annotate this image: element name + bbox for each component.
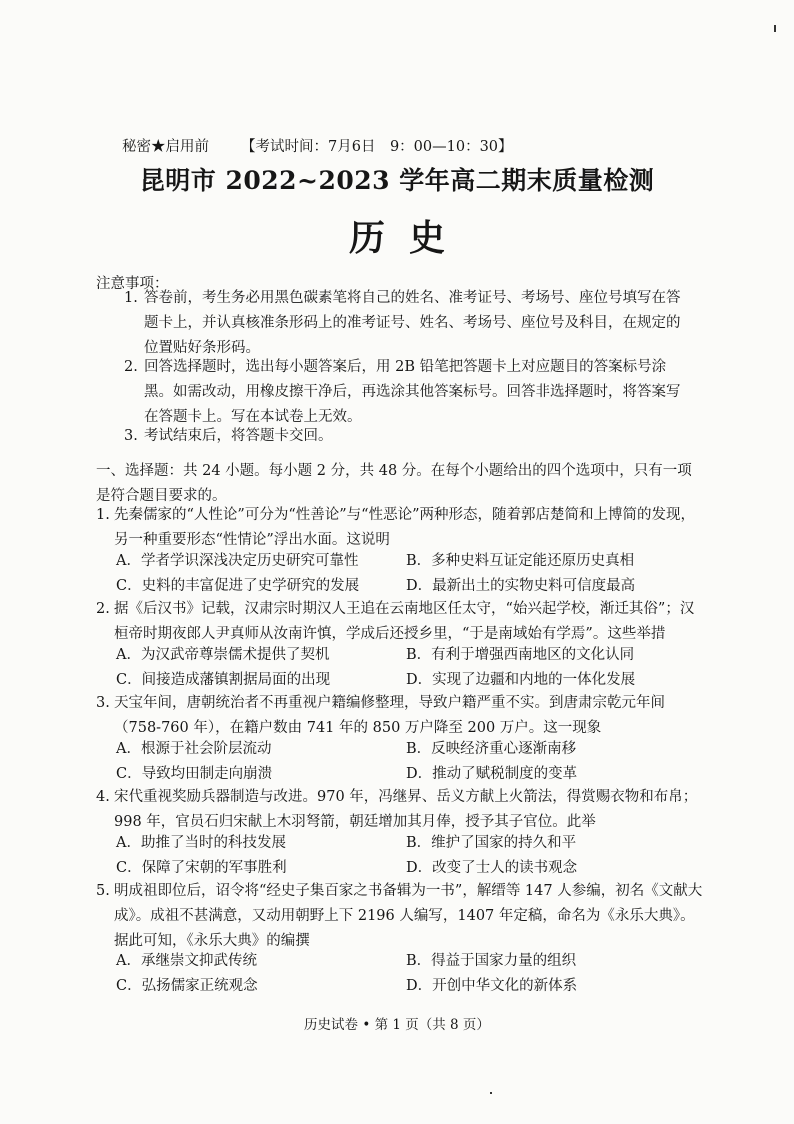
scan-dot [490,1092,492,1094]
option-c[interactable]: C．弘扬儒家正统观念 [116,978,258,994]
option-b[interactable]: B．多种史料互证定能还原历史真相 [406,553,635,569]
option-b[interactable]: B．维护了国家的持久和平 [406,835,577,851]
option-c[interactable]: C．史料的丰富促进了史学研究的发展 [116,578,360,594]
option-d[interactable]: D．推动了赋税制度的变革 [406,766,578,782]
notice-item-text: 答卷前，考生务必用黑色碳素笔将自己的姓名、准考证号、考场号、座位号填写在答题卡上，并认真核准条形码上的准考证号、姓名、考场号、座位号及科目，在规定的位置贴好条形码。 [144,290,681,356]
notice-item-text: 回答选择题时，选出每小题答案后，用 2B 铅笔把答题卡上对应题目的答案标号涂黑。如需改动，用橡皮擦干净后，再选涂其他答案标号。回答非选择题时，将答案写在答题卡上。写在本试卷上无效。 [144,359,681,425]
question [96,879,706,994]
option-b[interactable]: B．反映经济重心逐渐南移 [406,741,577,757]
question-number: 5. [96,883,110,899]
option-a[interactable]: A．为汉武帝尊崇儒术提供了契机 [116,647,330,663]
option-a[interactable]: A．承继崇文抑武传统 [116,953,257,969]
option-a[interactable]: A．助推了当时的科技发展 [116,835,286,851]
option-d[interactable]: D．实现了边疆和内地的一体化发展 [406,672,636,688]
question-stem: 据《后汉书》记载，汉肃宗时期汉人王追在云南地区任太守，“始兴起学校，渐迁其俗”；汉桓帝时期夜郎人尹真师从汝南许慎，学成后还授乡里，“于是南域始有学焉”。这些举措 [114,601,695,642]
subject-title: 历史 [348,217,469,259]
option-d[interactable]: D．改变了士人的读书观念 [406,860,578,876]
option-b[interactable]: B．有利于增强西南地区的文化认同 [406,647,635,663]
question [96,597,706,688]
option-d[interactable]: D．最新出土的实物史料可信度最高 [406,578,636,594]
option-a[interactable]: A．学者学识深浅决定历史研究可靠性 [116,553,359,569]
notice-item: 1. 答卷前，考生务必用黑色碳素笔将自己的姓名、准考证号、考场号、座位号填写在答题卡上，并认真核准条形码上的准考证号、姓名、考场号、座位号及科目，在规定的位置贴好条形码。 [124,286,684,361]
question-stem: 宋代重视奖励兵器制造与改进。970 年，冯继昇、岳义方献上火箭法，得赏赐衣物和布帛；998 年，官员石归宋献上木羽弩箭，朝廷增加其月俸，授予其子官位。此举 [114,789,698,830]
option-b[interactable]: B．得益于国家力量的组织 [406,953,577,969]
exam-title: 昆明市 2022~2023 学年高二期末质量检测 [139,166,655,195]
question-stem: 明成祖即位后，诏令将“经史子集百家之书备辑为一书”，解缙等 147 人参编，初名《文献大成》。成祖不甚满意，又动用朝野上下 2196 人编写，1407 年定稿，命名为《永乐大典》。据此可知，《永乐大典》的编撰 [114,883,703,949]
option-c[interactable]: C．保障了宋朝的军事胜利 [116,860,287,876]
exam-header-line [122,135,513,156]
notice-item-text: 考试结束后，将答题卡交回。 [144,428,333,444]
question-number: 1. [96,507,110,523]
confidential-label: 秘密★启用前 [122,139,209,155]
section-heading: 一、选择题：共 24 小题。每小题 2 分，共 48 分。在每个小题给出的四个选项中，只有一项是符合题目要求的。 [96,463,692,504]
page-footer: 历史试卷 • 第 1 页（共 8 页） [304,1017,490,1033]
notice-heading: 注意事项： [96,276,169,292]
question-number: 3. [96,695,110,711]
question [96,503,706,594]
question [96,785,706,876]
question-stem: 先秦儒家的“人性论”可分为“性善论”与“性恶论”两种形态，随着郭店楚简和上博简的发现，另一种重要形态“性情论”浮出水面。这说明 [114,507,695,548]
scan-mark [774,25,776,32]
question-number: 2. [96,601,110,617]
notice-item: 2. 回答选择题时，选出每小题答案后，用 2B 铅笔把答题卡上对应题目的答案标号涂黑。如需改动，用橡皮擦干净后，再选涂其他答案标号。回答非选择题时，将答案写在答题卡上。写在本试卷上无效。 [124,355,684,430]
option-a[interactable]: A．根源于社会阶层流动 [116,741,272,757]
exam-time: 【考试时间：7月6日 9：00—10：30】 [241,139,513,155]
question-number: 4. [96,789,110,805]
question-stem: 天宝年间，唐朝统治者不再重视户籍编修整理，导致户籍严重不实。到唐肃宗乾元年间（758-760 年），在籍户数由 741 年的 850 万户降至 200 万户。这一现象 [114,695,665,736]
notice-item: 3. 考试结束后，将答题卡交回。 [124,424,684,449]
question [96,691,706,782]
option-c[interactable]: C．导致均田制走向崩溃 [116,766,273,782]
option-d[interactable]: D．开创中华文化的新体系 [406,978,578,994]
option-c[interactable]: C．间接造成藩镇割据局面的出现 [116,672,331,688]
